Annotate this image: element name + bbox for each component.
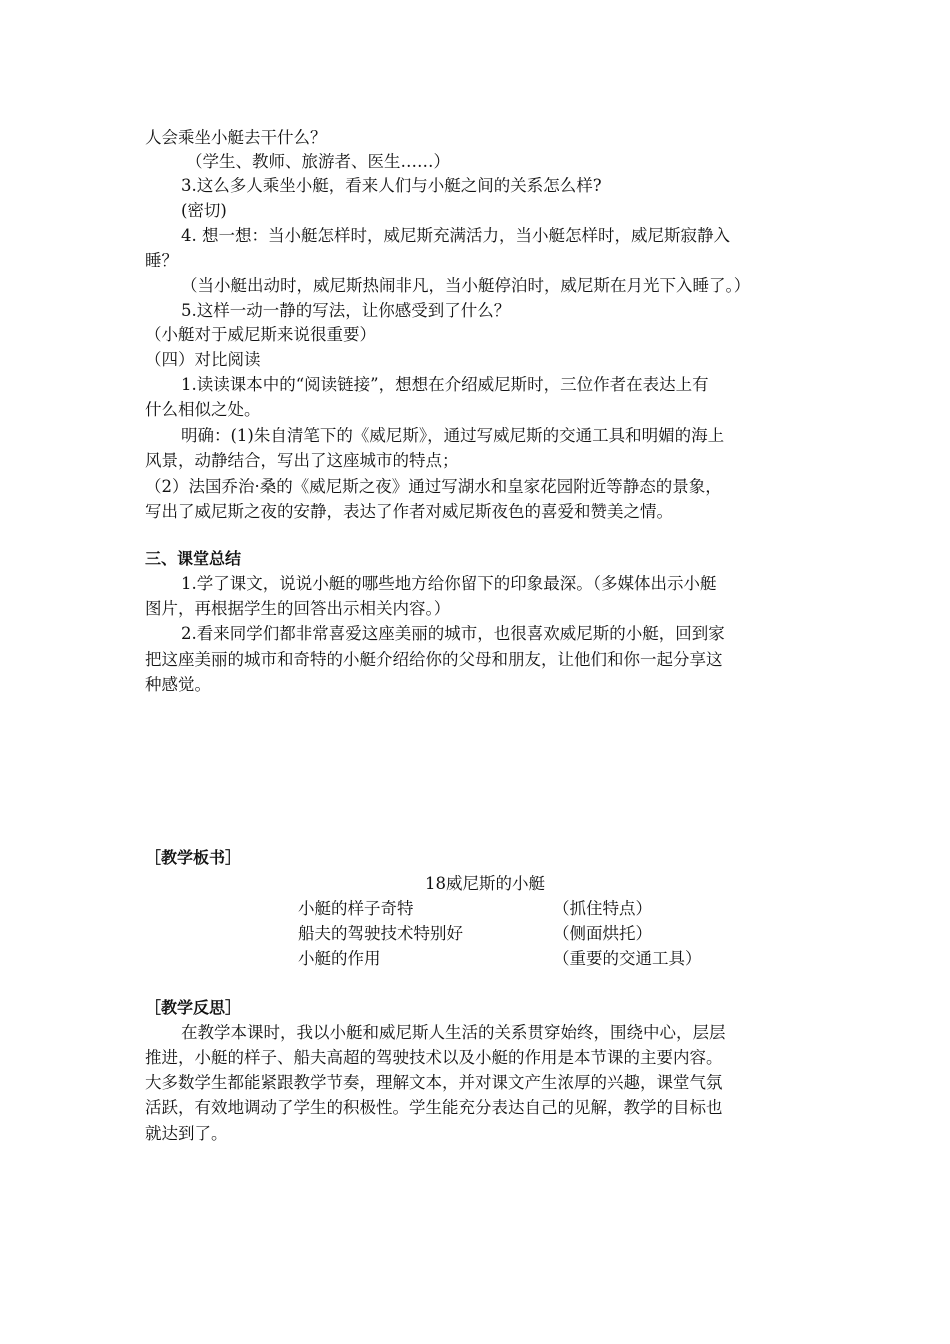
- text-line: 1.读读课本中的“阅读链接”，想想在介绍威尼斯时，三位作者在表达上有: [181, 375, 709, 394]
- text-line: (密切): [181, 201, 227, 220]
- blackboard-row-left: 船夫的驾驶技术特别好: [298, 924, 463, 943]
- text-line: 睡？: [145, 251, 178, 270]
- blackboard-row-right: （重要的交通工具）: [553, 949, 702, 968]
- text-line: 人会乘坐小艇去干什么？: [145, 128, 327, 147]
- text-line: （当小艇出动时，威尼斯热闹非凡，当小艇停泊时，威尼斯在月光下入睡了。）: [181, 276, 751, 295]
- section-heading-summary: 三、课堂总结: [145, 549, 242, 568]
- text-line: 大多数学生都能紧跟教学节奏，理解文本，并对课文产生浓厚的兴趣，课堂气氛: [145, 1073, 723, 1092]
- text-line: 在教学本课时，我以小艇和威尼斯人生活的关系贯穿始终，围绕中心，层层: [181, 1023, 726, 1042]
- blackboard-row-left: 小艇的样子奇特: [298, 899, 414, 918]
- text-line: 风景，动静结合，写出了这座城市的特点；: [145, 451, 459, 470]
- text-line: 1.学了课文，说说小艇的哪些地方给你留下的印象最深。（多媒体出示小艇: [181, 574, 717, 593]
- text-line: 5.这样一动一静的写法，让你感受到了什么？: [181, 301, 511, 320]
- blackboard-row-right: （抓住特点）: [553, 899, 652, 918]
- text-line: （学生、教师、旅游者、医生……）: [186, 152, 450, 171]
- blackboard-heading: ［教学板书］: [145, 848, 242, 867]
- reflection-heading: ［教学反思］: [145, 998, 242, 1017]
- text-line: 明确：(1)朱自清笔下的《威尼斯》，通过写威尼斯的交通工具和明媚的海上: [181, 426, 725, 445]
- text-line: 把这座美丽的城市和奇特的小艇介绍给你的父母和朋友，让他们和你一起分享这: [145, 650, 723, 669]
- text-line: 种感觉。: [145, 675, 211, 694]
- text-line: 活跃，有效地调动了学生的积极性。学生能充分表达自己的见解，教学的目标也: [145, 1098, 723, 1117]
- text-line: （小艇对于威尼斯来说很重要）: [145, 325, 376, 344]
- text-line: 推进，小艇的样子、船夫高超的驾驶技术以及小艇的作用是本节课的主要内容。: [145, 1048, 723, 1067]
- blackboard-title: 18威尼斯的小艇: [425, 874, 545, 893]
- text-line: （2）法国乔治·桑的《威尼斯之夜》通过写湖水和皇家花园附近等静态的景象，: [145, 477, 722, 496]
- text-line: 2.看来同学们都非常喜爱这座美丽的城市，也很喜欢威尼斯的小艇，回到家: [181, 624, 725, 643]
- subsection-heading: （四）对比阅读: [145, 350, 261, 369]
- text-line: 写出了威尼斯之夜的安静，表达了作者对威尼斯夜色的喜爱和赞美之情。: [145, 502, 673, 521]
- text-line: 图片，再根据学生的回答出示相关内容。）: [145, 599, 451, 618]
- blackboard-row-right: （侧面烘托）: [553, 924, 652, 943]
- blackboard-row-left: 小艇的作用: [298, 949, 381, 968]
- text-line: 4. 想一想：当小艇怎样时，威尼斯充满活力，当小艇怎样时，威尼斯寂静入: [181, 226, 730, 245]
- text-line: 什么相似之处。: [145, 400, 261, 419]
- text-line: 3.这么多人乘坐小艇，看来人们与小艇之间的关系怎么样?: [181, 176, 602, 195]
- text-line: 就达到了。: [145, 1124, 228, 1143]
